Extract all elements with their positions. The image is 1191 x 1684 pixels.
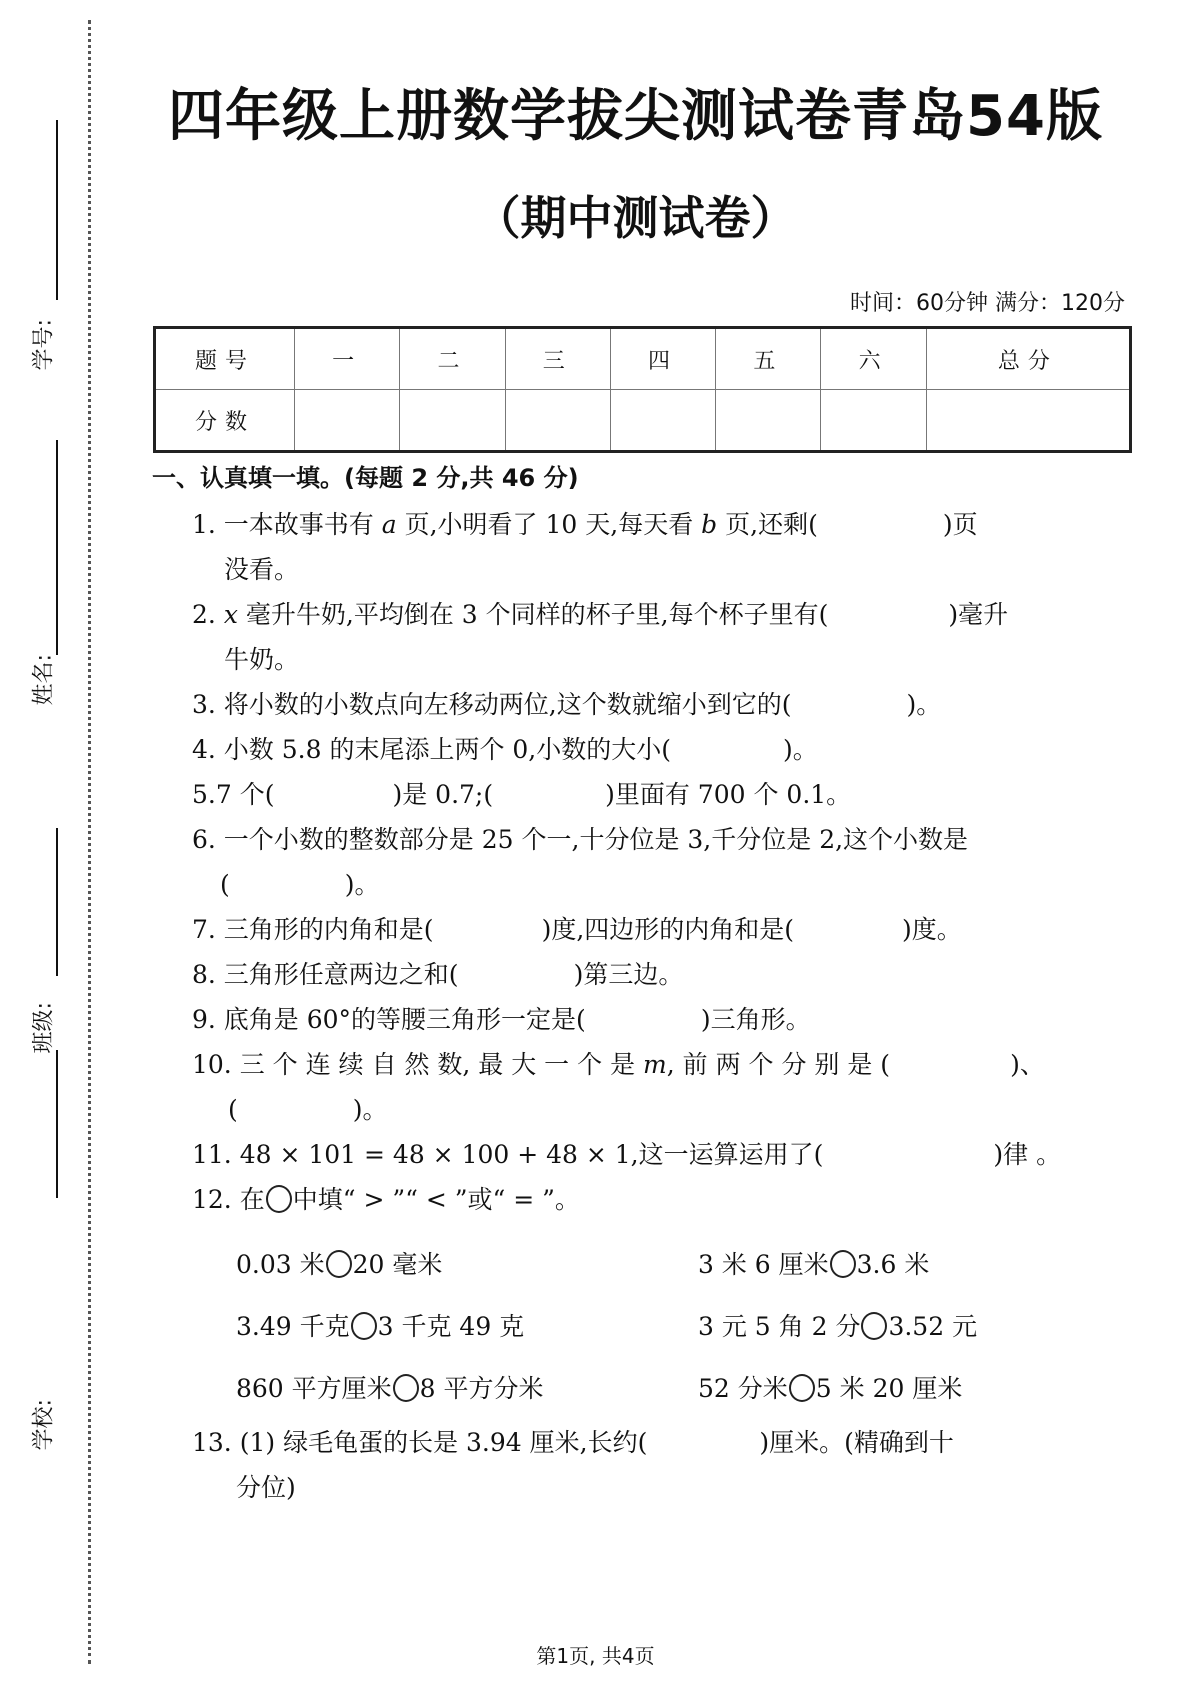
- q-text: 8. 三角形任意两边之和(: [192, 960, 459, 989]
- q-text: 10. 三 个 连 续 自 然 数, 最 大 一 个 是: [192, 1050, 644, 1079]
- school-label: 学校:: [31, 1399, 57, 1451]
- score-input-cell[interactable]: [926, 390, 1130, 452]
- q-var: a: [381, 510, 397, 539]
- score-cell: 六: [821, 328, 926, 390]
- question-1-cont: 没看。: [224, 555, 300, 584]
- student-id-line[interactable]: [56, 120, 58, 300]
- q-text: )。: [344, 870, 380, 899]
- section-heading: 一、认真填一填。(每题 2 分,共 46 分): [152, 464, 579, 492]
- question-6-cont: [152, 862, 1133, 907]
- compare-right: 3.52 元: [888, 1312, 978, 1341]
- q-text: )厘米。(精确到十: [759, 1428, 954, 1457]
- score-cell: 四: [610, 328, 715, 390]
- question-2: [152, 592, 1133, 637]
- question-9: [152, 997, 1133, 1042]
- question-11: [152, 1132, 1133, 1177]
- question-1: [152, 502, 1133, 547]
- q-text: 11. 48 × 101 = 48 × 100 + 48 × 1,这一运算运用了(: [192, 1140, 824, 1169]
- comparison-item: [236, 1234, 698, 1296]
- q-text: )第三边。: [573, 960, 684, 989]
- q-text: 9. 底角是 60°的等腰三角形一定是(: [192, 1005, 586, 1034]
- compare-left: 52 分米: [698, 1374, 788, 1403]
- score-table: [153, 326, 1132, 453]
- class-label: 班级:: [31, 1002, 57, 1054]
- q-text: 13. (1) 绿毛龟蛋的长是 3.94 厘米,长约(: [192, 1428, 648, 1457]
- question-2-cont: 牛奶。: [224, 645, 300, 674]
- comparison-grid: [152, 1234, 1133, 1420]
- q-text: (: [228, 1095, 238, 1124]
- question-4: [152, 727, 1133, 772]
- q-text: 4. 小数 5.8 的末尾添上两个 0,小数的大小(: [192, 735, 672, 764]
- q-text: )。: [906, 690, 942, 719]
- compare-circle[interactable]: [789, 1374, 815, 1402]
- compare-right: 8 平方分米: [419, 1374, 544, 1403]
- q-text: )、: [1010, 1050, 1045, 1079]
- q-text: )律 。: [993, 1140, 1062, 1169]
- question-5: [152, 772, 1133, 817]
- q-text: 2.: [192, 600, 224, 629]
- question-10: [152, 1042, 1133, 1087]
- compare-right: 20 毫米: [352, 1250, 443, 1279]
- student-id-label: 学号:: [31, 319, 57, 371]
- score-input-cell[interactable]: [505, 390, 610, 452]
- q-var: x: [223, 600, 238, 629]
- score-input-cell[interactable]: [400, 390, 505, 452]
- comparison-item: [236, 1358, 698, 1420]
- score-table-header-row: [155, 328, 1131, 390]
- section-fill-in: [152, 458, 1133, 1510]
- score-cell: 二: [400, 328, 505, 390]
- q-text: (: [220, 870, 230, 899]
- school-line[interactable]: [56, 1050, 58, 1198]
- question-7: [152, 907, 1133, 952]
- q-text: 1. 一本故事书有: [192, 510, 382, 539]
- comparison-item: [698, 1358, 1133, 1420]
- compare-left: 860 平方厘米: [236, 1374, 392, 1403]
- q-text: 5.7 个(: [192, 780, 275, 809]
- compare-right: 3.6 米: [856, 1250, 930, 1279]
- q-text: )度。: [902, 915, 962, 944]
- q-text: )里面有 700 个 0.1。: [605, 780, 852, 809]
- q-text: )度,四边形的内角和是(: [541, 915, 795, 944]
- score-input-cell[interactable]: [295, 390, 400, 452]
- q-text: 7. 三角形的内角和是(: [192, 915, 434, 944]
- compare-left: 3.49 千克: [236, 1312, 350, 1341]
- student-name-field[interactable]: [0, 440, 80, 710]
- score-cell: 题号: [155, 328, 295, 390]
- comparison-item: [698, 1234, 1133, 1296]
- q-text: 6. 一个小数的整数部分是 25 个一,十分位是 3,千分位是 2,这个小数是: [192, 825, 969, 854]
- question-3: [152, 682, 1133, 727]
- q-text: )三角形。: [700, 1005, 811, 1034]
- circle-icon: [266, 1185, 292, 1213]
- q-text: 毫升牛奶,平均倒在 3 个同样的杯子里,每个杯子里有(: [237, 600, 829, 629]
- q-text: )毫升: [948, 600, 1009, 629]
- page-subtitle: （期中测试卷）: [474, 191, 797, 245]
- q-var: b: [701, 510, 718, 539]
- compare-left: 3 元 5 角 2 分: [698, 1312, 861, 1341]
- comparison-item: [698, 1296, 1133, 1358]
- question-13: [152, 1420, 1133, 1465]
- q-text: )。: [783, 735, 818, 764]
- question-13-cont: 分位): [236, 1473, 296, 1502]
- score-cell: 五: [716, 328, 821, 390]
- student-name-line[interactable]: [56, 440, 58, 655]
- score-input-cell[interactable]: [716, 390, 821, 452]
- q-text: )页: [942, 510, 978, 539]
- compare-circle[interactable]: [830, 1250, 856, 1278]
- score-table-score-row: [155, 390, 1131, 452]
- page-title: 四年级上册数学拔尖测试卷青岛54版: [168, 84, 1103, 149]
- question-12: [152, 1177, 1133, 1222]
- compare-circle[interactable]: [393, 1374, 419, 1402]
- comparison-item: [236, 1296, 698, 1358]
- compare-circle[interactable]: [351, 1312, 377, 1340]
- question-6: [152, 817, 1133, 862]
- q-text: 3. 将小数的小数点向左移动两位,这个数就缩小到它的(: [192, 690, 792, 719]
- class-line[interactable]: [56, 828, 58, 976]
- q-text: 页,还剩(: [717, 510, 818, 539]
- student-id-field[interactable]: [0, 120, 80, 380]
- compare-circle[interactable]: [326, 1250, 352, 1278]
- compare-right: 3 千克 49 克: [377, 1312, 525, 1341]
- compare-circle[interactable]: [861, 1312, 887, 1340]
- question-8: [152, 952, 1133, 997]
- school-field[interactable]: [0, 1050, 80, 1470]
- compare-right: 5 米 20 厘米: [815, 1374, 963, 1403]
- q-text: )是 0.7;(: [392, 780, 494, 809]
- cut-line: [88, 20, 91, 1664]
- score-cell: 一: [295, 328, 400, 390]
- q-text: , 前 两 个 分 别 是 (: [666, 1050, 891, 1079]
- student-name-label: 姓名:: [31, 654, 57, 706]
- question-10-cont: [152, 1087, 1133, 1132]
- q-var: m: [643, 1050, 667, 1079]
- page-number: 第1页, 共4页: [536, 1644, 655, 1668]
- score-input-cell[interactable]: [610, 390, 715, 452]
- q-text: 12. 在: [192, 1185, 265, 1214]
- q-text: )。: [352, 1095, 388, 1124]
- q-text: 页,小明看了 10 天,每天看: [396, 510, 702, 539]
- score-row-label: 分数: [155, 390, 295, 452]
- compare-left: 0.03 米: [236, 1250, 325, 1279]
- score-input-cell[interactable]: [821, 390, 926, 452]
- score-cell: 总分: [926, 328, 1130, 390]
- exam-meta: 时间：60分钟 满分：120分: [850, 291, 1125, 316]
- q-text: 中填“ > ”“ < ”或“ = ”。: [292, 1185, 580, 1214]
- compare-left: 3 米 6 厘米: [698, 1250, 829, 1279]
- score-cell: 三: [505, 328, 610, 390]
